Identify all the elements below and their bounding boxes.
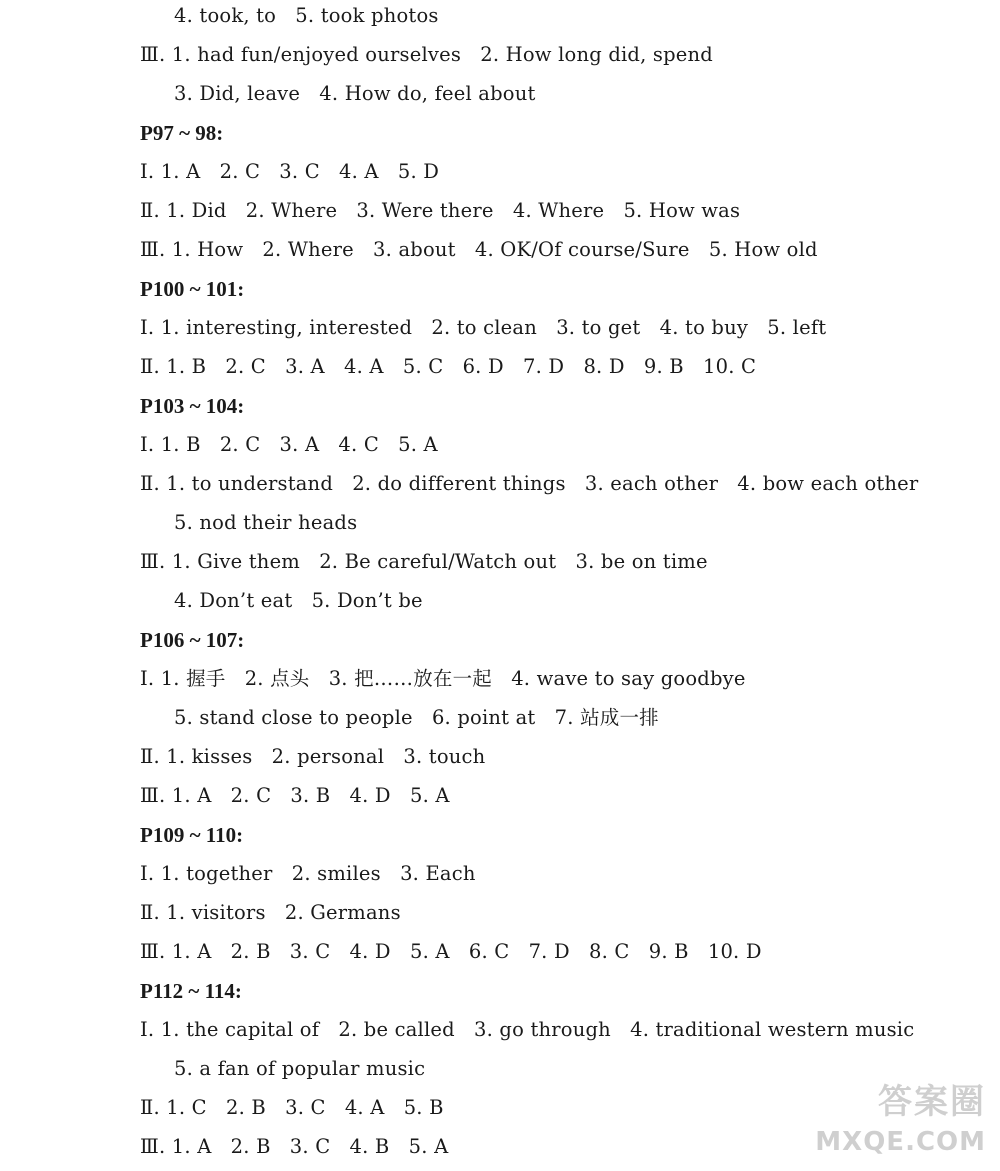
section-heading: P106 ~ 107:	[140, 628, 245, 652]
answer-line: 3. Did, leave 4. How do, feel about	[174, 82, 536, 105]
answer-line: Ⅰ. 1. B 2. C 3. A 4. C 5. A	[140, 433, 438, 456]
section-heading: P103 ~ 104:	[140, 394, 245, 418]
answer-line: 4. Don’t eat 5. Don’t be	[174, 589, 423, 612]
answer-line: Ⅰ. 1. interesting, interested 2. to clean 3. to get 4. to buy 5. left	[140, 316, 827, 339]
section-heading: P109 ~ 110:	[140, 823, 244, 847]
answer-line: 5. stand close to people 6. point at 7. 站成一排	[174, 706, 659, 729]
answer-line: Ⅰ. 1. the capital of 2. be called 3. go through 4. traditional western music	[140, 1018, 915, 1041]
answer-line: Ⅲ. 1. A 2. B 3. C 4. D 5. A 6. C 7. D 8. C 9. B 10. D	[140, 940, 762, 963]
answer-line: Ⅲ. 1. A 2. C 3. B 4. D 5. A	[140, 784, 450, 807]
answer-line: Ⅲ. 1. had fun/enjoyed ourselves 2. How long did, spend	[140, 43, 713, 66]
answer-line: Ⅰ. 1. 握手 2. 点头 3. 把……放在一起 4. wave to say goodbye	[140, 667, 746, 690]
section-heading: P100 ~ 101:	[140, 277, 245, 301]
section-heading: P97 ~ 98:	[140, 121, 224, 145]
answer-line: Ⅱ. 1. Did 2. Where 3. Were there 4. Where 5. How was	[140, 199, 741, 222]
site-watermark	[796, 1079, 986, 1165]
answer-line: Ⅰ. 1. A 2. C 3. C 4. A 5. D	[140, 160, 440, 183]
answer-line: 4. took, to 5. took photos	[174, 4, 439, 27]
watermark-logo-text: 答案圈	[878, 1082, 986, 1122]
section-heading: P112 ~ 114:	[140, 979, 242, 1003]
answer-line: Ⅱ. 1. C 2. B 3. C 4. A 5. B	[140, 1096, 444, 1119]
answer-line: 5. a fan of popular music	[174, 1057, 426, 1080]
answer-line: Ⅱ. 1. kisses 2. personal 3. touch	[140, 745, 486, 768]
answer-line: Ⅲ. 1. How 2. Where 3. about 4. OK/Of course/Sure 5. How old	[140, 238, 818, 261]
answer-line: Ⅰ. 1. together 2. smiles 3. Each	[140, 862, 476, 885]
answer-line: Ⅲ. 1. A 2. B 3. C 4. B 5. A	[140, 1135, 449, 1158]
watermark-domain: MXQE.COM	[815, 1127, 986, 1157]
answer-line: Ⅱ. 1. B 2. C 3. A 4. A 5. C 6. D 7. D 8. D 9. B 10. C	[140, 355, 757, 378]
answer-line: Ⅱ. 1. to understand 2. do different things 3. each other 4. bow each other	[140, 472, 919, 495]
answer-line: Ⅲ. 1. Give them 2. Be careful/Watch out 3. be on time	[140, 550, 708, 573]
answer-line: 5. nod their heads	[174, 511, 358, 534]
answer-line: Ⅱ. 1. visitors 2. Germans	[140, 901, 401, 924]
